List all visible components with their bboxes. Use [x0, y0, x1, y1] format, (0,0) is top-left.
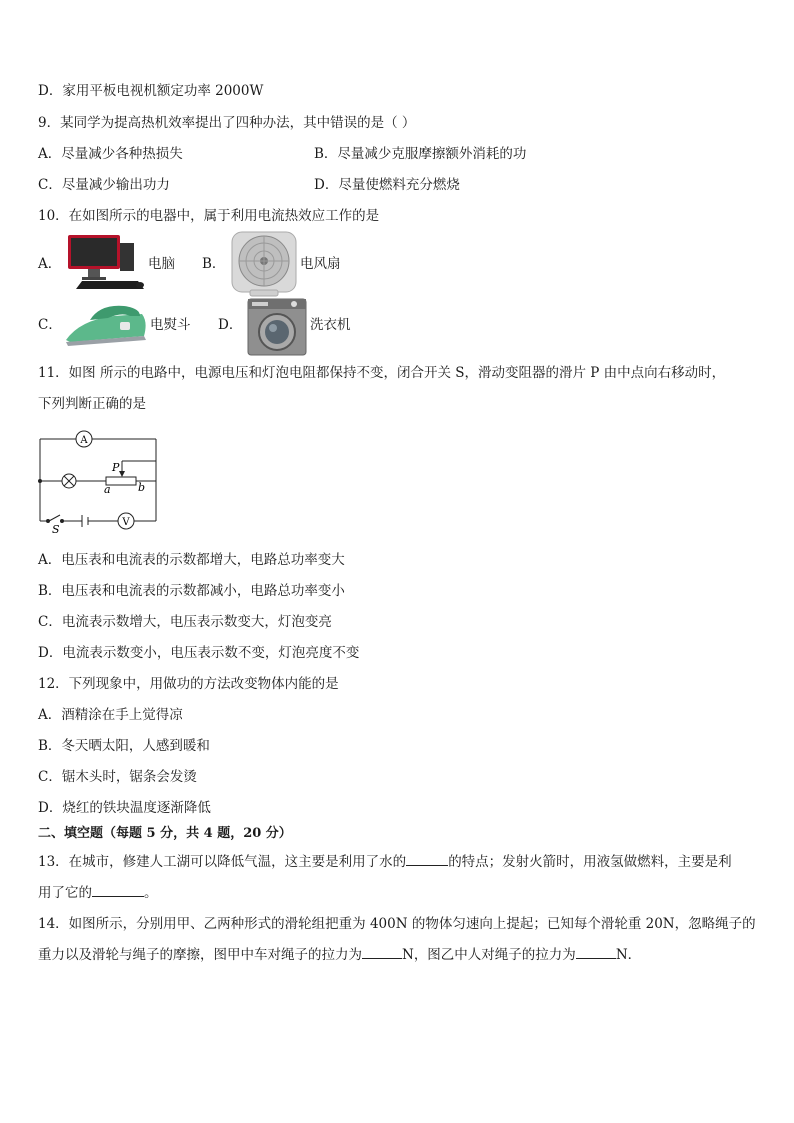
end-a-label: a [104, 483, 111, 496]
q12-option-c: C．锯木头时，锯条会发烫 [38, 769, 197, 785]
q12-option-a: A．酒精涂在手上觉得凉 [38, 707, 183, 723]
q9-option-d: D．尽量使燃料充分燃烧 [314, 177, 460, 193]
q11-option-d: D．电流表示数变小，电压表示数不变，灯泡亮度不变 [38, 645, 360, 661]
q11-option-a: A．电压表和电流表的示数都增大，电路总功率变大 [38, 552, 345, 568]
q14-text-1: 重力以及滑轮与绳子的摩擦，图甲中车对绳子的拉力为 [38, 947, 362, 963]
end-b-label: b [138, 481, 146, 494]
q13-text-4: 。 [144, 885, 158, 901]
q9-option-a: A．尽量减少各种热损失 [38, 146, 183, 162]
q10-option-a-label: 电脑 [148, 256, 175, 272]
q10-stem: 10．在如图所示的电器中，属于利用电流热效应工作的是 [38, 208, 380, 224]
q10-option-b-letter: B． [202, 256, 226, 272]
q11-stem-line1: 11．如图 所示的电路中，电源电压和灯泡电阻都保持不变，闭合开关 S，滑动变阻器的滑片 P 由中点向右移动时， [38, 365, 726, 381]
q11-option-c: C．电流表示数增大，电压表示数变大，灯泡变亮 [38, 614, 332, 630]
section-heading: 二、填空题（每题 5 分，共 4 题，20 分） [38, 826, 292, 841]
q13-blank-2 [92, 884, 144, 897]
q10-option-c-label: 电熨斗 [150, 317, 191, 333]
computer-image [62, 233, 148, 291]
q14-blank-2 [576, 946, 616, 959]
q10-option-a-letter: A． [38, 256, 62, 272]
q13-line1 [38, 853, 732, 871]
q14-line1: 14．如图所示，分别用甲、乙两种形式的滑轮组把重为 400N 的物体匀速向上提起；已知每个滑轮重 20N，忽略绳子的 [38, 916, 756, 932]
q13-text-3: 用了它的 [38, 885, 92, 901]
q14-text-3: N． [615, 947, 642, 963]
q13-text-1: 13．在城市，修建人工湖可以降低气温，这主要是利用了水的 [38, 854, 407, 870]
q14-text-2: N，图乙中人对绳子的拉力为 [402, 947, 576, 963]
q9-option-b: B．尽量减少克服摩擦额外消耗的功 [314, 146, 527, 162]
q14-line2 [38, 946, 641, 964]
electric-fan-image [228, 230, 300, 298]
q10-option-d-letter: D． [218, 317, 243, 333]
q9-option-c: C．尽量减少输出功力 [38, 177, 170, 193]
q10-option-b-label: 电风扇 [300, 256, 341, 272]
q9-stem: 9．某同学为提高热机效率提出了四种办法，其中错误的是（ ） [38, 115, 416, 131]
q13-blank-1 [406, 853, 448, 866]
electric-iron-image [60, 302, 150, 350]
circuit-diagram [36, 425, 164, 535]
q12-option-d: D．烧红的铁块温度逐渐降低 [38, 800, 211, 816]
q12-option-b: B．冬天晒太阳，人感到暖和 [38, 738, 210, 754]
q14-blank-1 [362, 946, 402, 959]
q10-option-d-label: 洗衣机 [310, 317, 351, 333]
q11-stem-line2: 下列判断正确的是 [38, 396, 146, 412]
q10-option-c-letter: C． [38, 317, 62, 333]
switch-label: S [52, 523, 60, 535]
ammeter-symbol: A [80, 435, 88, 446]
voltmeter-symbol: V [122, 517, 130, 528]
q8-option-d: D．家用平板电视机额定功率 2000W [38, 83, 264, 99]
slider-label: P [112, 461, 120, 474]
q11-option-b: B．电压表和电流表的示数都减小，电路总功率变小 [38, 583, 345, 599]
q13-line2 [38, 884, 158, 902]
washing-machine-image [246, 297, 308, 357]
q13-text-2: 的特点；发射火箭时，用液氢做燃料，主要是利 [448, 854, 732, 870]
q12-stem: 12．下列现象中，用做功的方法改变物体内能的是 [38, 676, 339, 692]
